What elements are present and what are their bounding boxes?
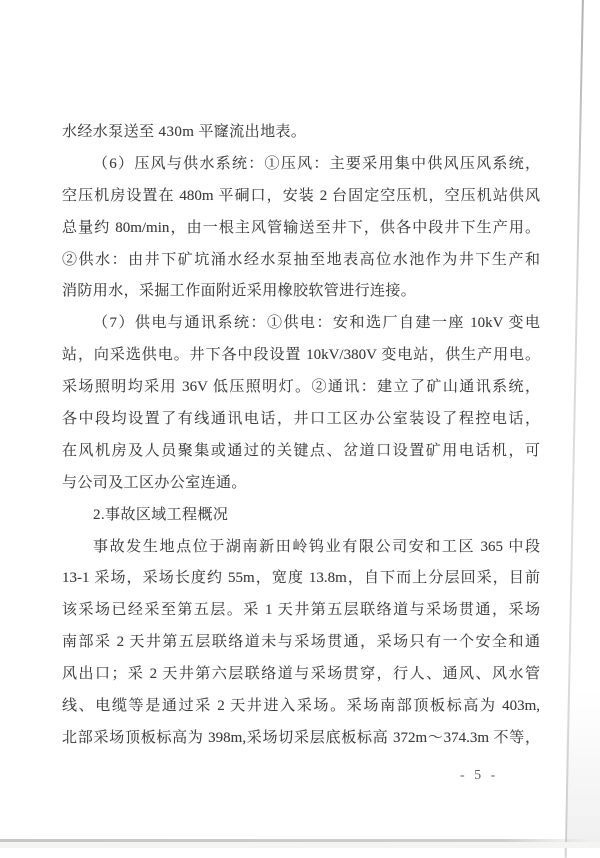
- text-line: 与公司及工区办公室连通。: [62, 474, 247, 491]
- text-line: 采场照明均采用 36V 低压照明灯。②通讯：建立了矿山通讯系统，: [62, 379, 540, 396]
- text-line: 站，向采选供电。井下各中段设置 10kV/380V 变电站，供生产用电。: [62, 347, 540, 364]
- text-line: 消防用水，采掘工作面附近采用橡胶软管进行连接。: [62, 283, 417, 300]
- text-line: 北部采场顶板标高为 398m,采场切采层底板标高 372m～374.3m 不等，: [62, 729, 540, 746]
- text-line: 13-1 采场，采场长度约 55m，宽度 13.8m，自下而上分层回采，目前: [62, 570, 540, 587]
- text-line: （7）供电与通讯系统：①供电：安和选厂自建一座 10kV 变电: [93, 315, 540, 332]
- text-line: 空压机房设置在 480m 平硐口，安装 2 台固定空压机，空压机站供风: [62, 187, 540, 204]
- scan-bottom-paper-artifact: [0, 842, 600, 849]
- section-heading: 2.事故区域工程概况: [93, 506, 229, 523]
- scan-corner-shade-artifact: [566, 690, 600, 848]
- text-line: 线、电缆等是通过采 2 天井进入采场。采场南部顶板标高为 403m,: [62, 698, 540, 715]
- text-line: ②供水：由井下矿坑涌水经水泵抽至地表高位水池作为井下生产和: [62, 251, 540, 268]
- text-line: 在风机房及人员聚集或通过的关键点、岔道口设置矿用电话机，可: [62, 442, 540, 459]
- text-line: 该采场已经采至第五层。采 1 天井第五层联络道与采场贯通，采场: [62, 602, 540, 619]
- text-line: 风出口；采 2 天井第六层联络道与采场贯穿，行人、通风、风水管: [62, 666, 540, 683]
- page-number: - 5 -: [460, 768, 499, 783]
- text-line: 总量约 80m/min，由一根主风管输送至井下，供各中段井下生产用。: [62, 219, 540, 236]
- text-line: （6）压风与供水系统：①压风：主要采用集中供风压风系统，: [93, 155, 540, 172]
- text-line: 事故发生地点位于湖南新田岭钨业有限公司安和工区 365 中段: [93, 538, 540, 555]
- text-line: 各中段均设置了有线通讯电话，井口工区办公室装设了程控电话，: [62, 411, 540, 428]
- text-line: 水经水泵送至 430m 平窿流出地表。: [62, 124, 307, 140]
- document-text-block: [62, 117, 540, 755]
- text-line: 南部采 2 天井第五层联络道未与采场贯通，采场只有一个安全和通: [62, 634, 540, 651]
- scan-bottom-edge-artifact: [0, 839, 592, 842]
